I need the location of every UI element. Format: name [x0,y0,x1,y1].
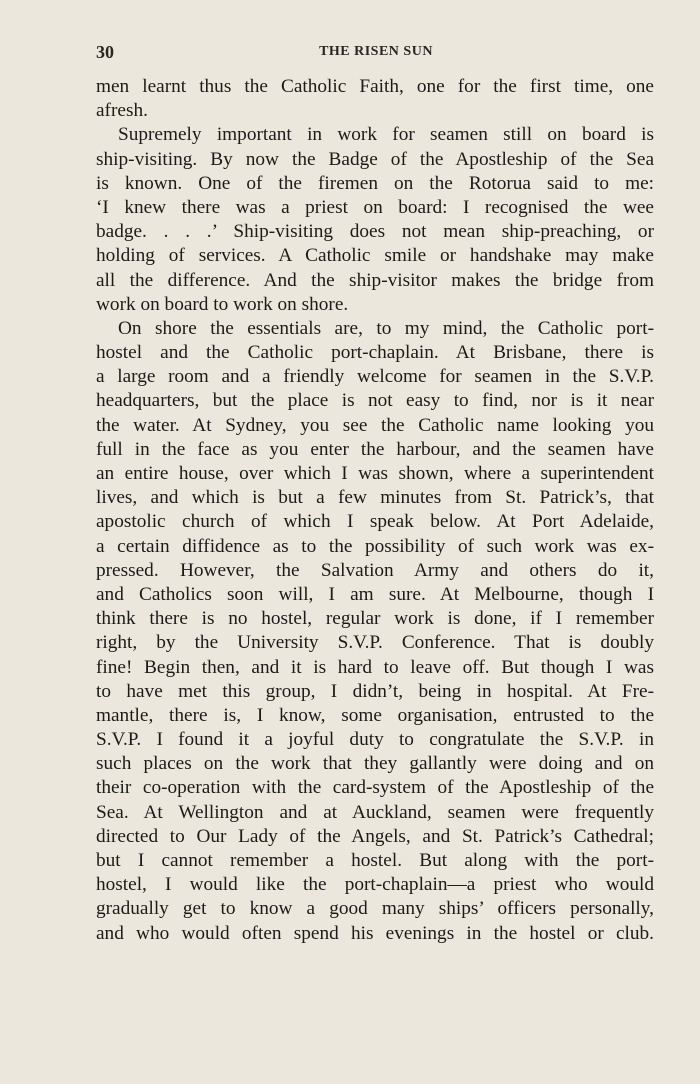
text-line: afresh. [96,100,148,122]
text-line: all the difference. And the ship-visitor makes the bridge from [96,269,654,291]
text-line: a certain diffidence as to the possibility of such work was ex- [96,535,654,557]
text-line: ‘I knew there was a priest on board: I recognised the wee [96,196,654,218]
text-line: gradually get to know a good many ships’ officers personally, [96,898,654,920]
text-line: is known. One of the firemen on the Rotorua said to me: [96,172,654,194]
text-line: pressed. However, the Salvation Army and others do it, [96,559,654,581]
page-header [96,42,656,64]
running-title: THE RISEN SUN [319,44,433,59]
body-text [96,75,654,946]
text-line: ship-visiting. By now the Badge of the Apostleship of the Sea [96,148,654,170]
text-line: their co-operation with the card-system of the Apostleship of the [96,777,654,799]
text-line: such places on the work that they gallantly were doing and on [96,753,654,775]
text-line: holding of services. A Catholic smile or handshake may make [96,245,654,267]
text-line: lives, and which is but a few minutes from St. Patrick’s, that [96,487,654,509]
text-line: a large room and a friendly welcome for seamen in the S.V.P. [96,366,654,388]
text-line: badge. . . .’ Ship-visiting does not mean ship-preaching, or [96,221,654,243]
page-number: 30 [96,42,114,62]
text-line: and who would often spend his evenings in the hostel or club. [96,922,654,944]
text-line: full in the face as you enter the harbour, and the seamen have [96,438,654,460]
text-line: right, by the University S.V.P. Conference. That is doubly [96,632,654,654]
text-line: an entire house, over which I was shown, where a superintendent [96,463,654,484]
text-line: apostolic church of which I speak below. At Port Adelaide, [96,511,654,533]
text-line: S.V.P. I found it a joyful duty to congratulate the S.V.P. in [96,729,654,751]
text-line: to have met this group, I didn’t, being in hospital. At Fre- [96,680,654,702]
text-line: the water. At Sydney, you see the Catholic name looking you [96,414,654,436]
text-line: Sea. At Wellington and at Auckland, seamen were frequently [96,801,654,823]
text-line: work on board to work on shore. [96,293,349,315]
text-line: Supremely important in work for seamen still on board is [118,124,654,146]
text-line: On shore the essentials are, to my mind, the Catholic port- [118,317,654,339]
text-line: headquarters, but the place is not easy to find, nor is it near [96,390,654,412]
text-line: fine! Begin then, and it is hard to leave off. But though I was [96,656,654,678]
text-line: and Catholics soon will, I am sure. At Melbourne, though I [96,583,654,605]
text-line: mantle, there is, I know, some organisation, entrusted to the [96,704,654,726]
text-line: hostel, I would like the port-chaplain—a priest who would [96,874,654,896]
text-line: think there is no hostel, regular work is done, if I remember [96,608,654,630]
text-line: men learnt thus the Catholic Faith, one for the first time, one [96,76,654,97]
text-line: directed to Our Lady of the Angels, and St. Patrick’s Cathedral; [96,825,654,847]
text-line: but I cannot remember a hostel. But along with the port- [96,850,654,871]
text-line: hostel and the Catholic port-chaplain. At Brisbane, there is [96,342,654,364]
